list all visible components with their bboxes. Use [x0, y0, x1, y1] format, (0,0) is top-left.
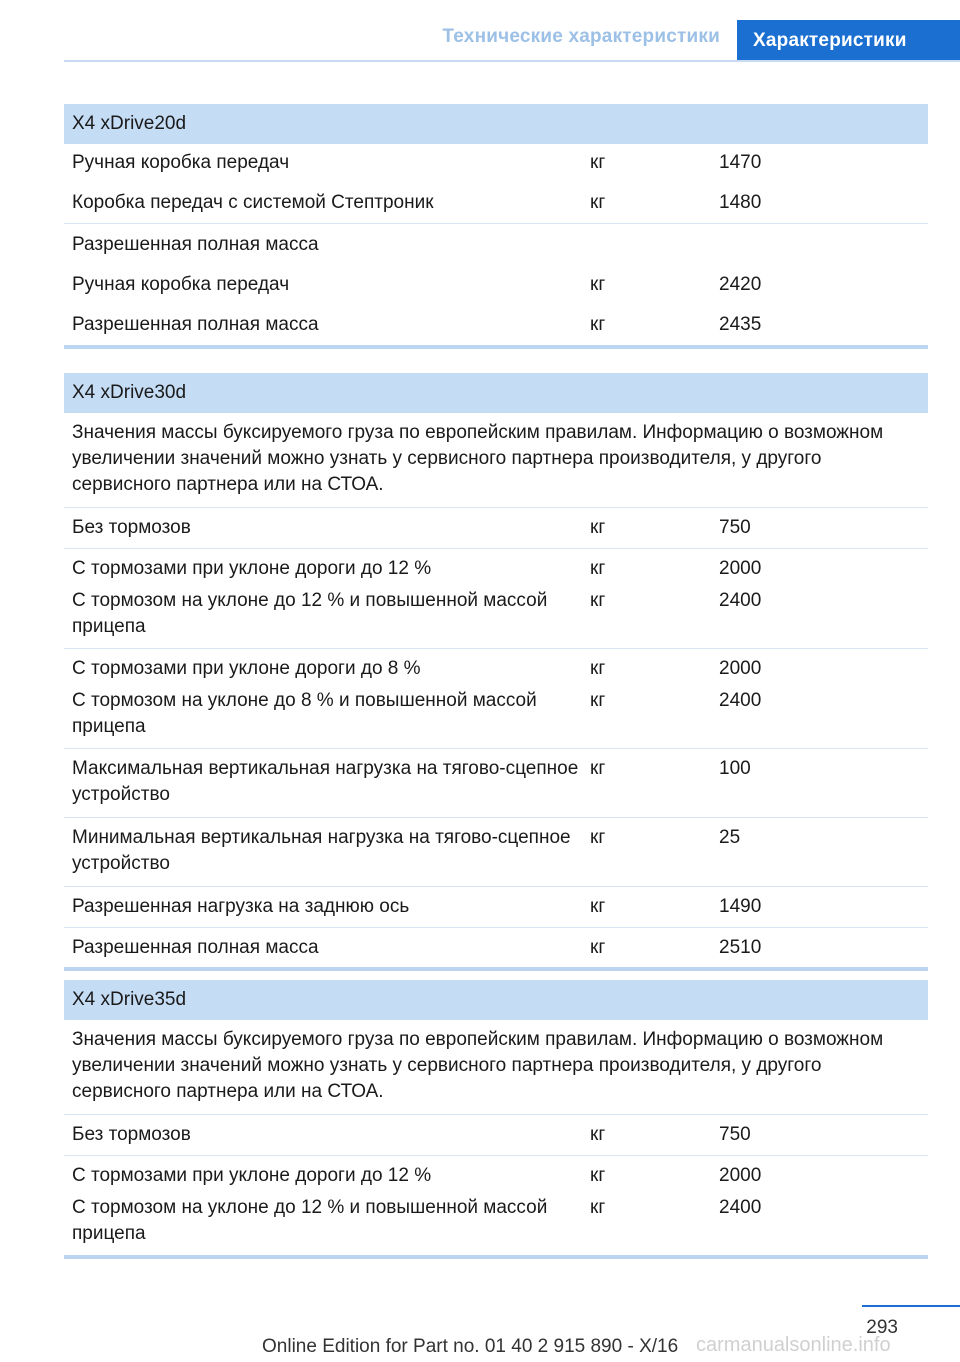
row-value: 750 [719, 1124, 751, 1145]
table-row [64, 150, 928, 176]
row-unit: кг [590, 590, 606, 611]
row-unit: кг [590, 1197, 606, 1218]
row-value: 2420 [719, 274, 762, 295]
row-label: Разрешенная полная масса [72, 234, 319, 255]
row-unit: кг [590, 758, 606, 779]
row-group [64, 886, 928, 927]
row-label: С тормозом на уклоне до 12 % и повышенной массой прицепа [72, 1197, 548, 1244]
row-unit: кг [590, 517, 606, 538]
page-number: 293 [866, 1317, 898, 1338]
table-row [64, 272, 928, 298]
row-value: 2000 [719, 658, 762, 679]
row-label: С тормозом на уклоне до 12 % и повышенной массой прицепа [72, 590, 548, 637]
row-unit: кг [590, 690, 606, 711]
table-row [64, 190, 928, 216]
table-title: X4 xDrive20d [64, 104, 928, 144]
table-row [64, 688, 928, 740]
row-label: С тормозом на уклоне до 8 % и повышенной массой прицепа [72, 690, 537, 737]
row-label: Разрешенная полная масса [72, 937, 319, 958]
row-label: Ручная коробка передач [72, 152, 290, 173]
row-label: Коробка передач с системой Стептроник [72, 192, 434, 213]
row-label: Минимальная вертикальная нагрузка на тягово-сцепное устройство [72, 827, 571, 874]
table-row [64, 656, 928, 682]
row-value: 2400 [719, 1197, 762, 1218]
row-value: 1470 [719, 152, 762, 173]
row-label: С тормозами при уклоне дороги до 12 % [72, 1165, 432, 1186]
table-row [64, 588, 928, 640]
row-value: 2000 [719, 1165, 762, 1186]
row-group [64, 927, 928, 967]
row-group [64, 1155, 928, 1255]
table-note: Значения массы буксируемого груза по европейским правилам. Информацию о возможном увеличении значений можно узнать у сервисного партнера производителя, у другого сервисного партнера или на СТОА. [72, 422, 884, 495]
row-value: 2400 [719, 690, 762, 711]
spec-table-xdrive30d [64, 373, 928, 971]
row-label: Без тормозов [72, 517, 191, 538]
row-value: 25 [719, 827, 741, 848]
table-row [64, 515, 928, 541]
row-unit: кг [590, 937, 606, 958]
table-title: X4 xDrive35d [64, 980, 928, 1020]
row-group [64, 223, 928, 345]
row-label: С тормозами при уклоне дороги до 12 % [72, 558, 432, 579]
edition-footer: Online Edition for Part no. 01 40 2 915 890 - X/16 [262, 1336, 679, 1357]
table-row [64, 556, 928, 582]
table-row [64, 825, 928, 877]
section-title: Технические характеристики [442, 26, 720, 47]
row-unit: кг [590, 658, 606, 679]
row-group [64, 144, 928, 223]
table-row [64, 1163, 928, 1189]
table-end-rule [64, 1255, 928, 1259]
row-label: Разрешенная нагрузка на заднюю ось [72, 896, 410, 917]
table-note: Значения массы буксируемого груза по европейским правилам. Информацию о возможном увеличении значений можно узнать у сервисного партнера производителя, у другого сервисного партнера или на СТОА. [72, 1029, 884, 1102]
row-label: Без тормозов [72, 1124, 191, 1145]
row-unit: кг [590, 558, 606, 579]
row-unit: кг [590, 1124, 606, 1145]
row-unit: кг [590, 827, 606, 848]
row-group [64, 507, 928, 548]
row-label: С тормозами при уклоне дороги до 8 % [72, 658, 421, 679]
row-group [64, 548, 928, 648]
table-row [64, 894, 928, 920]
table-title: X4 xDrive30d [64, 373, 928, 413]
row-value: 1480 [719, 192, 762, 213]
chapter-tab[interactable]: Характеристики [737, 20, 960, 62]
header-rule [64, 60, 960, 62]
row-label: Ручная коробка передач [72, 274, 290, 295]
table-row [64, 232, 928, 258]
row-value: 1490 [719, 896, 762, 917]
table-row [64, 935, 928, 961]
row-group [64, 1114, 928, 1155]
table-end-rule [64, 345, 928, 349]
row-value: 100 [719, 758, 751, 779]
row-unit: кг [590, 314, 606, 335]
watermark: carmanualsonline.info [696, 1334, 891, 1356]
row-value: 750 [719, 517, 751, 538]
row-group [64, 748, 928, 817]
table-row [64, 1122, 928, 1148]
row-value: 2000 [719, 558, 762, 579]
row-value: 2510 [719, 937, 762, 958]
row-unit: кг [590, 274, 606, 295]
spec-table-xdrive35d [64, 980, 928, 1259]
table-row [64, 756, 928, 808]
row-value: 2435 [719, 314, 762, 335]
row-label: Максимальная вертикальная нагрузка на тягово-сцепное устройство [72, 758, 579, 805]
table-row [64, 312, 928, 338]
row-unit: кг [590, 896, 606, 917]
row-group [64, 648, 928, 748]
row-value: 2400 [719, 590, 762, 611]
table-end-rule [64, 967, 928, 971]
row-unit: кг [590, 1165, 606, 1186]
row-label: Разрешенная полная масса [72, 314, 319, 335]
page-number-rule [862, 1305, 960, 1307]
row-unit: кг [590, 152, 606, 173]
spec-table-xdrive20d [64, 104, 928, 349]
row-unit: кг [590, 192, 606, 213]
row-group [64, 817, 928, 886]
table-row [64, 1195, 928, 1247]
